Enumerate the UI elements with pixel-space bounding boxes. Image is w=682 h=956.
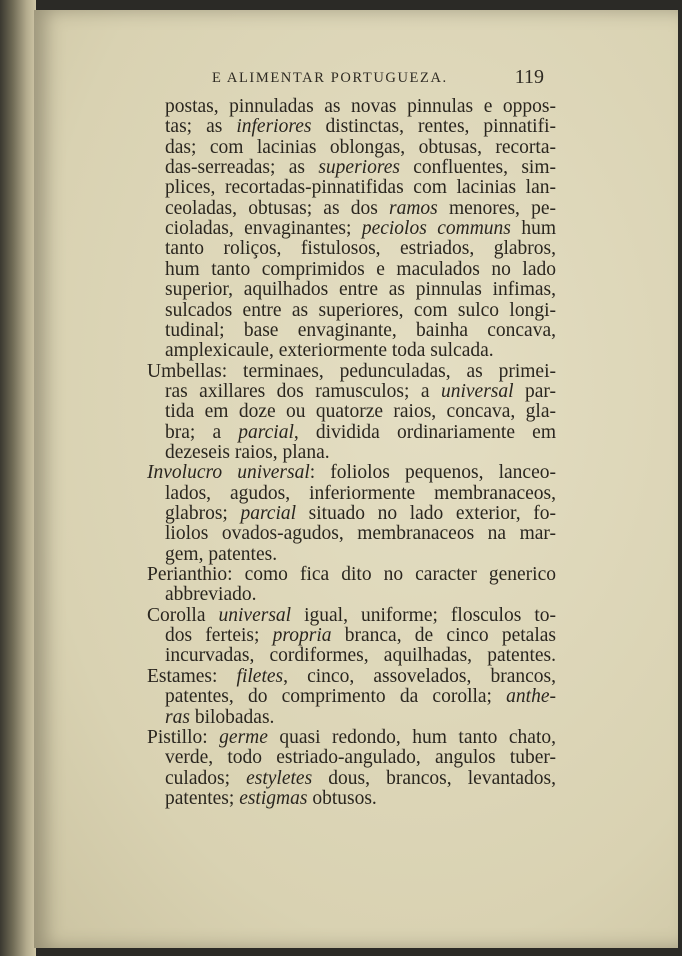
text-segment: dous, brancos, levantados, bbox=[312, 767, 557, 789]
text-segment: Estames: bbox=[147, 665, 237, 687]
text-segment: bra; a bbox=[165, 421, 239, 443]
italic-term: superiores bbox=[318, 157, 400, 179]
text-line bbox=[165, 340, 556, 362]
text-line bbox=[147, 564, 556, 586]
text-line bbox=[165, 442, 556, 464]
text-segment: sulcados entre as superiores, com sulco longi- bbox=[165, 299, 556, 321]
text-line bbox=[165, 544, 556, 566]
text-line bbox=[165, 401, 556, 423]
text-line bbox=[165, 238, 556, 260]
text-segment: menores, pe- bbox=[437, 197, 556, 219]
text-line bbox=[165, 116, 556, 138]
italic-term: parcial bbox=[240, 503, 297, 524]
text-segment: gem, patentes. bbox=[165, 543, 278, 565]
text-line bbox=[165, 177, 556, 199]
italic-term: universal bbox=[218, 604, 292, 626]
text-line bbox=[147, 666, 556, 688]
text-segment: obtusos. bbox=[307, 787, 377, 809]
text-segment: , cinco, assovelados, brancos, bbox=[283, 665, 556, 687]
book-gutter bbox=[0, 0, 36, 956]
text-segment: Pistillo: bbox=[147, 726, 220, 748]
italic-term: ramos bbox=[389, 197, 438, 219]
text-line bbox=[147, 727, 556, 749]
italic-term: peciolos communs bbox=[361, 218, 511, 240]
running-head-title: E ALIMENTAR PORTUGUEZA. bbox=[212, 70, 448, 86]
text-line bbox=[147, 605, 556, 627]
text-segment: patentes; bbox=[165, 787, 240, 809]
text-segment: patentes, do comprimento da corolla; bbox=[165, 686, 507, 708]
text-segment: tas; as bbox=[165, 116, 237, 138]
text-segment: hum tanto comprimidos e maculados no lado bbox=[165, 258, 556, 280]
text-segment: verde, todo estriado-angulado, angulos tuber- bbox=[165, 747, 556, 769]
italic-term: filetes bbox=[236, 665, 284, 687]
text-line bbox=[165, 137, 556, 159]
text-segment: incurvadas, cordiformes, aquilhadas, patentes. bbox=[165, 645, 556, 667]
italic-term: germe bbox=[219, 726, 268, 748]
italic-term: universal bbox=[440, 380, 514, 402]
text-segment: ras axillares dos ramusculos; a bbox=[165, 380, 441, 402]
text-line bbox=[165, 483, 556, 505]
text-segment: superior, aquilhados entre as pinnulas infimas, bbox=[165, 279, 556, 301]
text-segment: glabros; bbox=[165, 503, 241, 524]
text-segment: , dividida ordinariamente em bbox=[293, 421, 556, 443]
text-segment: das-serreadas; as bbox=[165, 157, 319, 179]
text-line bbox=[165, 381, 556, 403]
text-segment: liolos ovados-agudos, membranaceos na mar- bbox=[165, 523, 556, 545]
italic-term: propria bbox=[272, 625, 332, 647]
text-line bbox=[165, 747, 556, 769]
text-line bbox=[165, 96, 556, 118]
text-line bbox=[165, 279, 556, 301]
italic-term: estyletes bbox=[246, 767, 313, 789]
text-segment: Umbellas: terminaes, pedunculadas, as primei- bbox=[147, 360, 556, 382]
text-line bbox=[165, 707, 556, 729]
italic-term: estigmas bbox=[239, 787, 308, 809]
text-segment: Perianthio: como fica dito no caracter generico bbox=[147, 564, 556, 586]
text-segment: postas, pinnuladas as novas pinnulas e oppos- bbox=[165, 96, 556, 117]
text-segment: hum bbox=[510, 218, 556, 240]
text-line bbox=[165, 198, 556, 220]
text-line bbox=[165, 157, 556, 179]
text-segment: : foliolos pequenos, lanceo- bbox=[309, 462, 556, 484]
text-line bbox=[165, 300, 556, 322]
text-line bbox=[165, 523, 556, 545]
text-segment: dezeseis raios, plana. bbox=[165, 441, 330, 463]
text-segment: distinctas, rentes, pinnatifi- bbox=[311, 116, 556, 138]
italic-term: parcial bbox=[238, 421, 294, 443]
text-segment: bilobadas. bbox=[189, 706, 275, 728]
text-line bbox=[165, 768, 556, 790]
page-number: 119 bbox=[514, 66, 544, 88]
text-segment: dos ferteis; bbox=[165, 625, 273, 647]
text-segment: tudinal; base envaginante, bainha concava, bbox=[165, 319, 556, 341]
text-segment: par- bbox=[513, 380, 556, 402]
italic-term: ras bbox=[165, 706, 190, 728]
text-segment: igual, uniforme; flosculos to- bbox=[291, 604, 556, 626]
text-segment: das; com lacinias oblongas, obtusas, recorta- bbox=[165, 136, 556, 158]
text-line bbox=[165, 645, 556, 667]
text-line bbox=[165, 686, 556, 708]
text-line bbox=[165, 584, 556, 606]
text-segment: situado no lado exterior, fo- bbox=[296, 503, 556, 524]
text-line bbox=[165, 422, 556, 444]
text-segment: ceoladas, obtusas; as dos bbox=[165, 197, 390, 219]
italic-term: Involucro universal bbox=[147, 462, 310, 484]
text-segment: culados; bbox=[165, 767, 247, 789]
text-segment: plices, recortadas-pinnatifidas com lacinias lan- bbox=[165, 177, 556, 199]
text-line bbox=[165, 218, 556, 240]
text-line bbox=[165, 259, 556, 281]
text-segment: tanto roliços, fistulosos, estriados, glabros, bbox=[165, 238, 556, 260]
italic-term: inferiores bbox=[236, 116, 312, 138]
text-segment: tida em doze ou quatorze raios, concava, gla- bbox=[165, 401, 556, 423]
text-segment: confluentes, sim- bbox=[399, 157, 556, 179]
text-segment: cioladas, envaginantes; bbox=[165, 218, 362, 240]
text-segment: abbreviado. bbox=[165, 584, 257, 606]
text-line bbox=[147, 462, 556, 484]
italic-term: anthe- bbox=[506, 686, 556, 708]
text-segment: amplexicaule, exteriormente toda sulcada. bbox=[165, 340, 494, 362]
text-line bbox=[165, 503, 556, 525]
text-line bbox=[165, 788, 556, 810]
text-segment: lados, agudos, inferiormente membranaceos, bbox=[165, 482, 556, 504]
text-line bbox=[165, 320, 556, 342]
running-head bbox=[212, 66, 544, 90]
text-line bbox=[147, 361, 556, 383]
text-segment: Corolla bbox=[147, 604, 219, 626]
text-line bbox=[165, 625, 556, 647]
text-segment: branca, de cinco petalas bbox=[331, 625, 556, 647]
text-segment: quasi redondo, hum tanto chato, bbox=[267, 726, 556, 748]
